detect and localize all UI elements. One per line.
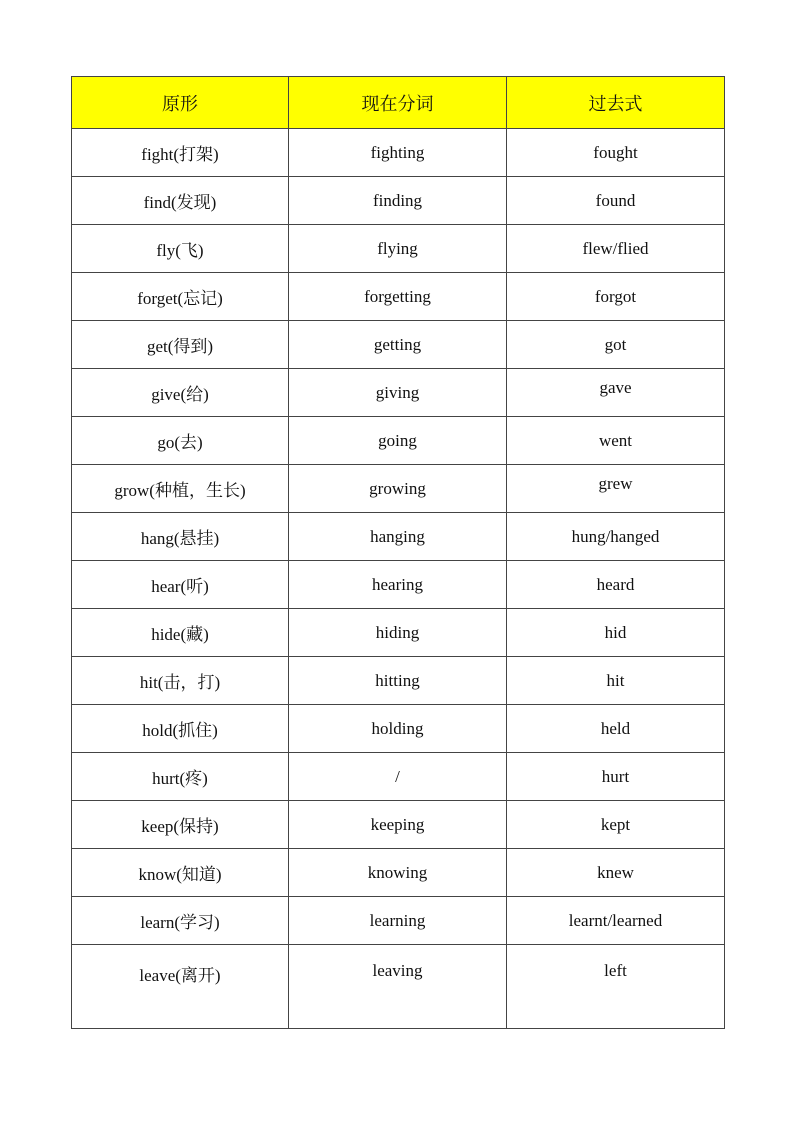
cell-text: went [598,430,633,450]
present-participle-cell [289,849,507,897]
cell-text: hiding [375,622,420,642]
cell-text: held [600,718,631,738]
table-header [72,77,725,129]
table-row [72,705,725,753]
base-form-cell [72,561,289,609]
table-row [72,561,725,609]
cell-text: knowing [367,862,428,882]
cell-text: fly(飞) [156,241,204,260]
cell-text: fighting [370,142,425,162]
cell-text: gave [599,377,632,397]
cell-text: keep(保持) [141,817,219,836]
present-participle-cell [289,609,507,657]
present-participle-cell [289,753,507,801]
header-base-form: 原形 [72,77,289,129]
present-participle-cell [289,897,507,945]
cell-text: growing [369,478,426,498]
cell-text: holding [371,718,424,738]
base-form-cell [72,753,289,801]
cell-text: hung/hanged [571,526,660,546]
cell-text: found [595,190,636,210]
past-tense-cell [507,177,725,225]
present-participle-cell [289,657,507,705]
table-row [72,657,725,705]
cell-text: learnt/learned [568,910,663,930]
base-form-cell [72,513,289,561]
cell-text: giving [375,382,420,402]
table-row [72,801,725,849]
present-participle-cell [289,225,507,273]
table-row [72,273,725,321]
past-tense-cell [507,849,725,897]
table-row [72,849,725,897]
table-row [72,369,725,417]
table-row [72,225,725,273]
base-form-cell [72,849,289,897]
cell-text: hanging [370,526,425,546]
past-tense-cell [507,273,725,321]
base-form-cell [72,897,289,945]
cell-text: heard [596,574,635,594]
cell-text: hide(藏) [151,625,209,644]
past-tense-cell [507,705,725,753]
past-tense-cell [507,417,725,465]
cell-text: grew [598,473,633,493]
cell-text: left [604,961,627,980]
base-form-cell [72,225,289,273]
cell-text: go(去) [157,433,203,452]
cell-text: hang(悬挂) [140,529,220,548]
cell-text: know(知道) [138,865,222,884]
present-participle-cell [289,513,507,561]
present-participle-cell [289,465,507,513]
cell-text: hid [604,622,627,642]
base-form-cell [72,177,289,225]
cell-text: hurt(疼) [152,769,208,788]
base-form-cell [72,945,289,1029]
past-tense-cell [507,945,725,1029]
present-participle-cell [289,273,507,321]
table-row [72,465,725,513]
base-form-cell [72,273,289,321]
present-participle-cell [289,417,507,465]
base-form-cell [72,465,289,513]
past-tense-cell [507,801,725,849]
table-row [72,177,725,225]
cell-text: hitting [375,670,420,690]
cell-text: leave(离开) [139,966,221,985]
base-form-cell [72,657,289,705]
past-tense-cell [507,321,725,369]
table-row [72,513,725,561]
past-tense-cell [507,609,725,657]
cell-text: forgot [594,286,637,306]
past-tense-cell [507,225,725,273]
table-row [72,129,725,177]
cell-text: kept [600,814,631,834]
cell-text: hit [606,670,625,690]
cell-text: forgetting [364,286,431,306]
cell-text: give(给) [151,385,209,404]
present-participle-cell [289,705,507,753]
table-body [72,129,725,1029]
cell-text: finding [372,190,423,210]
cell-text: hear(听) [151,577,209,596]
cell-text: hurt [601,766,630,786]
cell-text: fight(打架) [141,145,219,164]
past-tense-cell [507,561,725,609]
present-participle-cell [289,561,507,609]
present-participle-cell [289,369,507,417]
table-row [72,417,725,465]
past-tense-cell [507,465,725,513]
cell-text: find(发现) [143,193,217,212]
past-tense-cell [507,369,725,417]
table-row [72,321,725,369]
cell-text: learning [369,910,426,930]
cell-text: grow(种植，生长) [114,481,246,500]
cell-text: flew/flied [582,238,649,258]
base-form-cell [72,129,289,177]
cell-text: hold(抓住) [142,721,218,740]
table-row [72,897,725,945]
cell-text: keeping [370,814,425,834]
cell-text: leaving [372,961,423,980]
header-present-participle: 现在分词 [289,77,507,129]
present-participle-cell [289,177,507,225]
base-form-cell [72,609,289,657]
cell-text: learn(学习) [140,913,220,932]
table-row [72,945,725,1029]
verb-forms-table [71,76,725,1029]
base-form-cell [72,801,289,849]
past-tense-cell [507,897,725,945]
cell-text: get(得到) [146,337,214,356]
past-tense-cell [507,657,725,705]
cell-text: hit(击，打) [139,673,221,692]
present-participle-cell [289,801,507,849]
base-form-cell [72,705,289,753]
table-row [72,609,725,657]
base-form-cell [72,417,289,465]
past-tense-cell [507,129,725,177]
table-row [72,753,725,801]
base-form-cell [72,321,289,369]
cell-text: forget(忘记) [137,289,223,308]
cell-text: going [378,430,417,450]
cell-text: / [395,766,400,786]
cell-text: got [604,334,627,354]
present-participle-cell [289,945,507,1029]
cell-text: hearing [372,574,423,594]
base-form-cell [72,369,289,417]
cell-text: fought [593,142,638,162]
past-tense-cell [507,753,725,801]
present-participle-cell [289,321,507,369]
header-past-tense: 过去式 [507,77,725,129]
present-participle-cell [289,129,507,177]
header-row [72,77,725,129]
cell-text: flying [377,238,418,258]
cell-text: knew [597,862,634,882]
past-tense-cell [507,513,725,561]
cell-text: getting [373,334,422,354]
